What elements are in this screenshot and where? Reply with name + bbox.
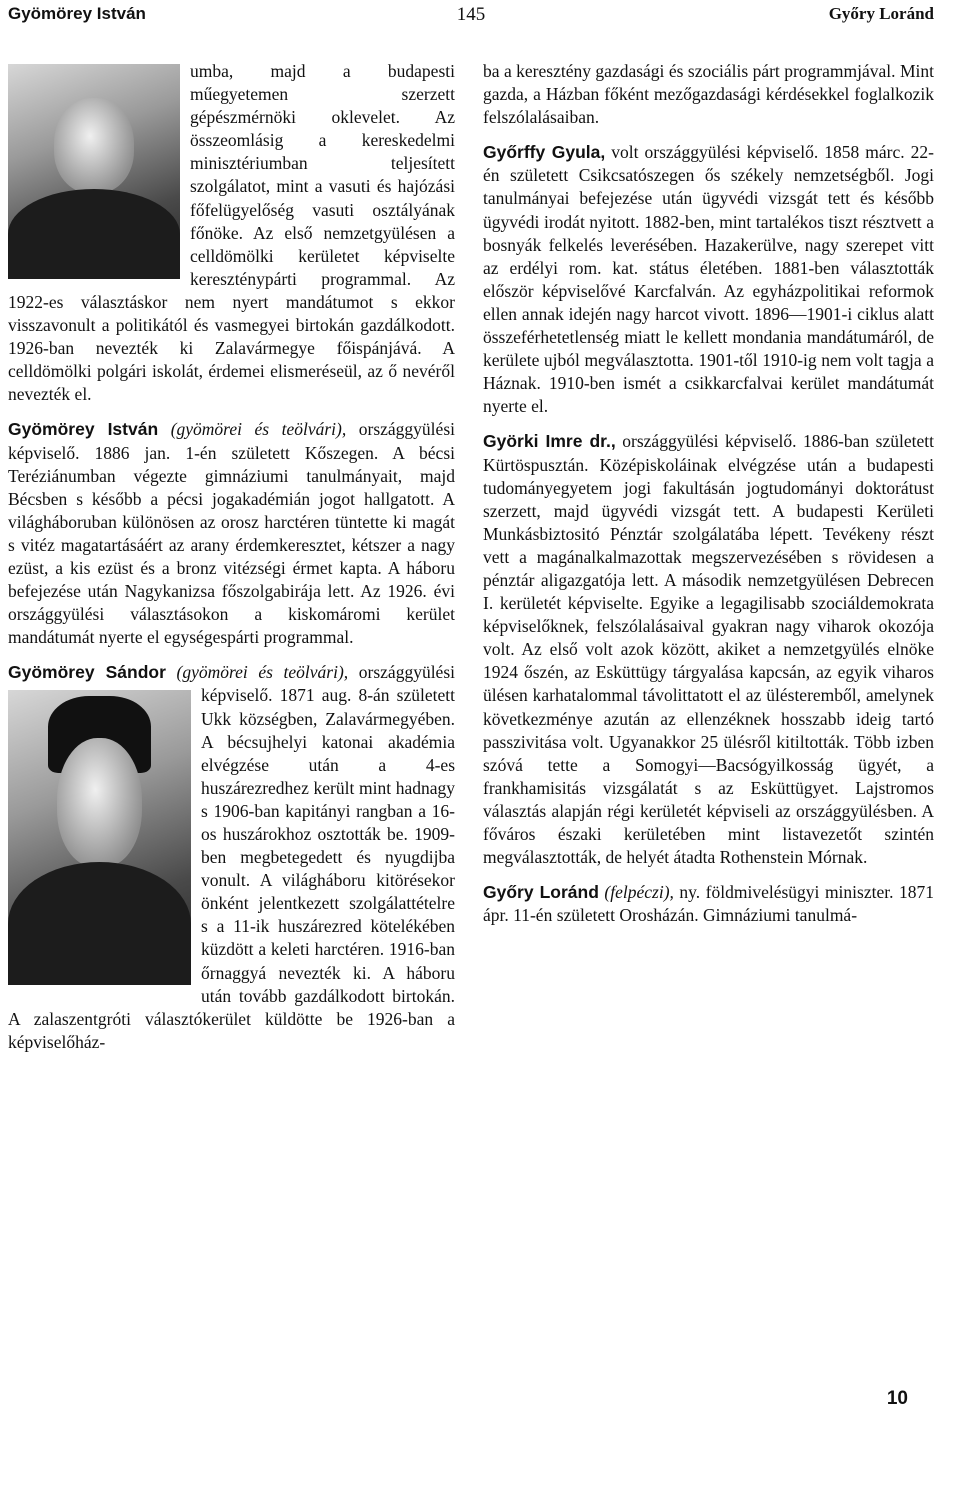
entry-text: ny. földmivelésügyi miniszter. 1871 ápr. 11-én született Orosházán. Gimnáziumi tanulmá- (483, 882, 934, 926)
entry-alias: (felpéczi), (604, 882, 674, 903)
signature-number: 10 (886, 1388, 908, 1409)
entry-text: volt országgyülési képviselő. 1858 márc. 22-én született Csikcsatószegen ős székely nemzetségből. Jogi tanulmányai befejezése után ügyvédi vizsgát tett és később ügyvédi irodát nyitott. 1882-ben, mint tartalékos tiszt résztvett a bosnyák felkelés leverésében. Hazakerülve, nagy szerepet vitt az erdélyi rom. kat. státus életében. 1881-ben választották először képviselővé Karcfalván. Az egyházpolitikai reformok ellen annak idején nagy harcot vivott. 1896—1901-i ciklus alatt összeférhetetlenség miatt le kellett mondania mandátumáról, de kerülete ujból megválasztotta. 1901-től 1910-ig nem volt tagja a Háznak. 1910-ben ismét a csikkarcfalvai kerület mandátumát nyerte el. (483, 142, 934, 417)
entry-gyomorey-sandor (8, 661, 455, 1054)
entry-gyomorey-istvan (8, 418, 455, 649)
left-column (8, 60, 455, 1054)
entry-gyory-lorand (483, 881, 934, 927)
entry-continuation (8, 60, 455, 406)
header-right-name: Győry Loránd (828, 4, 934, 23)
entry-continuation (483, 60, 934, 129)
entry-text: országgyülési képviselő. 1886-ban született Kürtöspusztán. Középiskoláinak elvégzése után a budapesti tudományegyetem jogi fakultásán jogtudományi doktorátust szerzett, majd ügyvédi vizsgát tett. A budapesti Kerületi Munkásbiztositó Pénztár szolgálatába lépett. Tevékeny részt vett a magánalkalmazottak megszervezésében s rövidesen a pénztár aligazgatója lett. A második nemzetgyülésen Debrecen I. kerületét képviselte. Egyike a legagilisabb szociáldemokrata képviselőknek, felszólalásaival gyakran nagy viharok okozója volt. Az első volt azok között, akiket a nemzetgyülés elnöke 1924 őszén, az Esküttügy tárgyalása kapcsán, az egyik viharos ülésen karhatalommal távolittatott el az ülésteremből, amelynek következménye azután az ellenzéknek hosszabb ideig tartó passzivitása volt. Ugyanakkor 25 ülésről kitiltották. Több izben szóvá tette a Somogyi—Bacsógyilkosság ügyét, a frankhamisitás vizsgálatát s az Esküttügyet. Lajstromos választás alapján régi kerületét képviseli az országgyülésben. A főváros északi kerületében mint listavezetőt szintén megválasztották, de helyét átadta Rothenstein Mórnak. (483, 431, 934, 868)
entry-name: Gyömörey István (8, 419, 159, 440)
portrait-photo-1 (8, 64, 180, 279)
entry-alias: (gyömörei és teölvári), (170, 419, 347, 440)
entry-name: Győrffy Gyula, (483, 142, 606, 163)
entry-gyorffy-gyula (483, 141, 934, 418)
entry-alias: (gyömörei és teölvári), (176, 662, 349, 683)
entry-text: országgyülési képviselő. 1886 jan. 1-én született Kőszegen. A bécsi Teréziánumban végezte gimnáziumi tanulmányait, majd Bécsben s később a pécsi jogakadémián jogot hallgatott. A világháboruban különösen az orosz harctéren tüntette ki magát s vitéz magatartásáért az arany érdemkeresztet, kétszer a nagy ezüst, a kis ezüst és a bronz vitézségi érmet kapta. A háboru befejezése után Nagykanizsa főszolgabirája lett. Az 1926. évi országgyülési választásokon a kiskomáromi kerület mandátumát nyerte el egységespárti programmal. (8, 419, 455, 648)
entry-name: Györki Imre dr., (483, 431, 616, 452)
entry-gyorki-imre (483, 430, 934, 869)
entry-name: Gyömörey Sándor (8, 662, 166, 683)
page-number: 145 (456, 4, 486, 25)
right-column (483, 60, 934, 927)
entry-name: Győry Loránd (483, 882, 599, 903)
entry-text: országgyülési képviselő. 1871 aug. 8-án született Ukk községben, Zalavármegyében. A bécsujhelyi katonai akadémia elvégzése után a 4-es huszárezredhez került mint hadnagy s 1906-ban kapitányi rangban a 16-os huszárokhoz osztották be. 1909-ben megbetegedett és nyugdijba vonult. A világháboru kitörésekor önként jelentkezett szolgálattételre s a 11-ik huszárezred kötelékében küzdött a keleti harctéren. 1916-ban őrnaggyá nevezték ki. A háboru után tovább gazdálkodott birtokán. A zalaszentgróti választókerület küldötte be 1926-ban a képviselőház- (8, 662, 455, 1052)
entry-text: ba a keresztény gazdasági és szociális párt programmjával. Mint gazda, a Házban főként mezőgazdasági kérdésekkel foglalkozik felszólalásaiban. (483, 61, 934, 128)
portrait-photo-2 (8, 690, 191, 985)
entry-text: umba, majd a budapesti műegyetemen szerzett gépészmérnöki oklevelet. Az összeomlásig a kereskedelmi minisztériumban teljesített szolgálatot, mint a vasuti és hajózási főfelügyelőség vasuti osztályának főnöke. Az első nemzetgyülésen a celldömölki kerületet képviselte kereszténypárti programmal. Az 1922-es választáskor nem nyert mandátumot s ekkor visszavonult a politikától és vasmegyei birtokán gazdálkodott. 1926-ban nevezték ki Zalavármegye főispánjává. A celldömölki polgári iskolát, érdemei elismeréseül, az ő nevéről nevezték el. (8, 61, 455, 405)
page-header (8, 4, 934, 30)
header-left-name: Gyömörey István (8, 4, 146, 23)
